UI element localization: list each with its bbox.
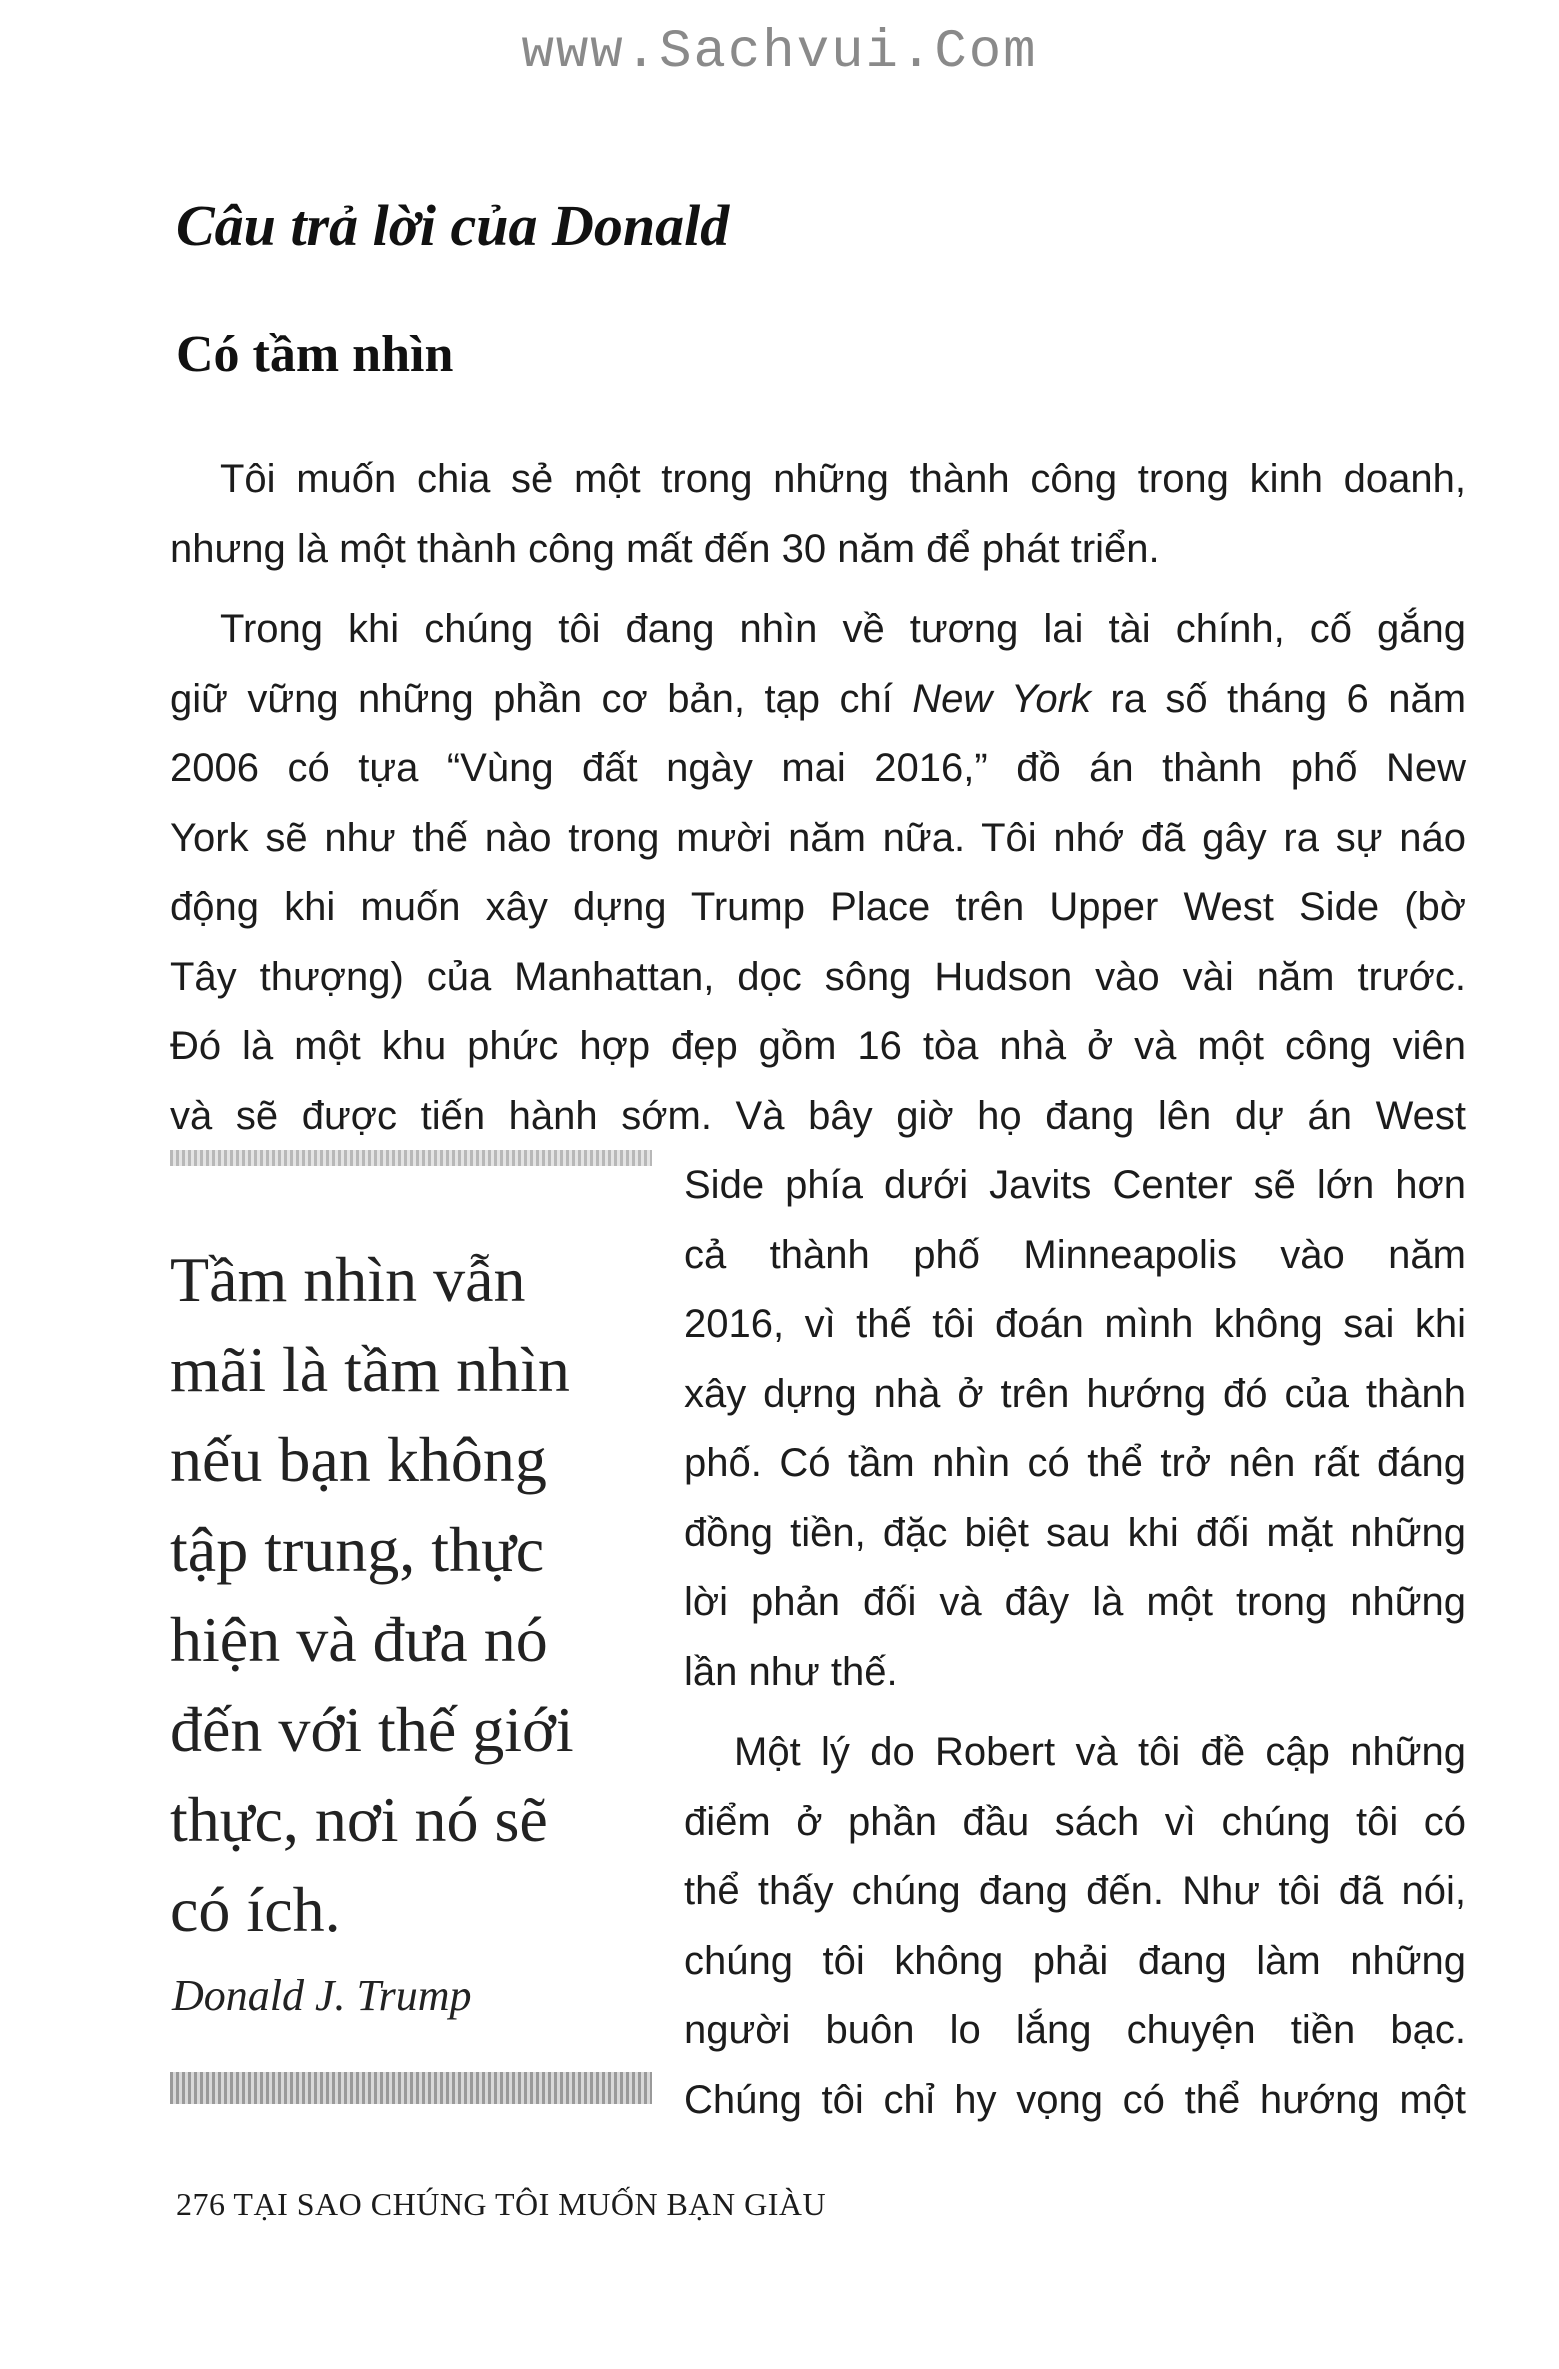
- paragraph-line: chúng tôi không phải đang làm những: [684, 1938, 1466, 1983]
- pull-quote-line: hiện và đưa nó: [170, 1604, 548, 1675]
- paragraph-line: Trong khi chúng tôi đang nhìn về tương lai tài chính, cố gắng: [220, 607, 1466, 651]
- paragraph-line: 2016, vì thế tôi đoán mình không sai khi: [684, 1302, 1466, 1346]
- pull-quote-line: thực, nơi nó sẽ: [170, 1784, 548, 1855]
- paragraph-line: Đó là một khu phức hợp đẹp gồm 16 tòa nhà ở và một công viên: [170, 1024, 1466, 1068]
- line-text: giữ vững những phần cơ bản, tạp chí: [170, 676, 893, 721]
- paragraph-line: phố. Có tầm nhìn có thể trở nên rất đáng: [684, 1441, 1466, 1485]
- pull-quote-line: có ích.: [170, 1874, 341, 1945]
- pull-quote-line: mãi là tầm nhìn: [170, 1334, 570, 1405]
- paragraph-line: đồng tiền, đặc biệt sau khi đối mặt những: [684, 1510, 1466, 1555]
- paragraph-line: cả thành phố Minneapolis vào năm: [684, 1232, 1466, 1277]
- paragraph-line: Một lý do Robert và tôi đề cập những: [734, 1730, 1466, 1774]
- pull-quote-line: Tầm nhìn vẫn: [170, 1244, 526, 1315]
- paragraph-line: Chúng tôi chỉ hy vọng có thể hướng một: [684, 2077, 1466, 2122]
- paragraph-2: [170, 595, 1466, 1151]
- page-footer: [176, 2186, 826, 2223]
- pull-quote-line: đến với thế giới: [170, 1694, 574, 1765]
- paragraph-line: người buôn lo lắng chuyện tiền bạc.: [684, 2008, 1466, 2052]
- paragraph-2-continued: [684, 1151, 1466, 1707]
- paragraph-line: [170, 665, 1466, 735]
- page-number: 276: [176, 2186, 226, 2222]
- paragraph-line: xây dựng nhà ở trên hướng đó của thành: [684, 1371, 1466, 1416]
- section-title: Có tầm nhìn: [176, 326, 454, 383]
- paragraph-line: York sẽ như thế nào trong mười năm nữa. Tôi nhớ đã gây ra sự náo: [170, 815, 1466, 860]
- running-title: TẠI SAO CHÚNG TÔI MUỐN BẠN GIÀU: [233, 2186, 827, 2222]
- pull-quote-line: tập trung, thực: [170, 1514, 545, 1585]
- paragraph-line: thể thấy chúng đang đến. Như tôi đã nói,: [684, 1869, 1466, 1913]
- paragraph-line: Tôi muốn chia sẻ một trong những thành công trong kinh doanh,: [220, 457, 1466, 501]
- paragraph-line: lần như thế.: [684, 1649, 898, 1694]
- paragraph-line: động khi muốn xây dựng Trump Place trên Upper West Side (bờ: [170, 885, 1466, 929]
- magazine-name: New York: [912, 676, 1091, 721]
- pull-quote-top-rule: [170, 1150, 652, 1166]
- paragraph-line: Tây thượng) của Manhattan, dọc sông Hudson vào vài năm trước.: [170, 954, 1466, 999]
- pull-quote-attribution: Donald J. Trump: [172, 1971, 472, 2020]
- watermark: www.Sachvui.Com: [521, 22, 1038, 83]
- paragraph-line: và sẽ được tiến hành sớm. Và bây giờ họ đang lên dự án West: [170, 1093, 1466, 1138]
- pull-quote-line: nếu bạn không: [170, 1424, 547, 1495]
- paragraph-line: Side phía dưới Javits Center sẽ lớn hơn: [684, 1163, 1466, 1207]
- pull-quote-bottom-rule: [170, 2072, 652, 2104]
- paragraph-line: điểm ở phần đầu sách vì chúng tôi có: [684, 1799, 1466, 1844]
- line-text: ra số tháng 6 năm: [1110, 676, 1467, 721]
- paragraph-line: lời phản đối và đây là một trong những: [684, 1580, 1466, 1624]
- chapter-title: Câu trả lời của Donald: [176, 193, 730, 258]
- paragraph-3: [684, 1718, 1466, 2135]
- paragraph-line: 2006 có tựa “Vùng đất ngày mai 2016,” đồ án thành phố New: [170, 746, 1466, 790]
- paragraph-line: nhưng là một thành công mất đến 30 năm để phát triển.: [170, 526, 1160, 571]
- paragraph-1: [170, 445, 1466, 584]
- pull-quote: [170, 1235, 670, 1955]
